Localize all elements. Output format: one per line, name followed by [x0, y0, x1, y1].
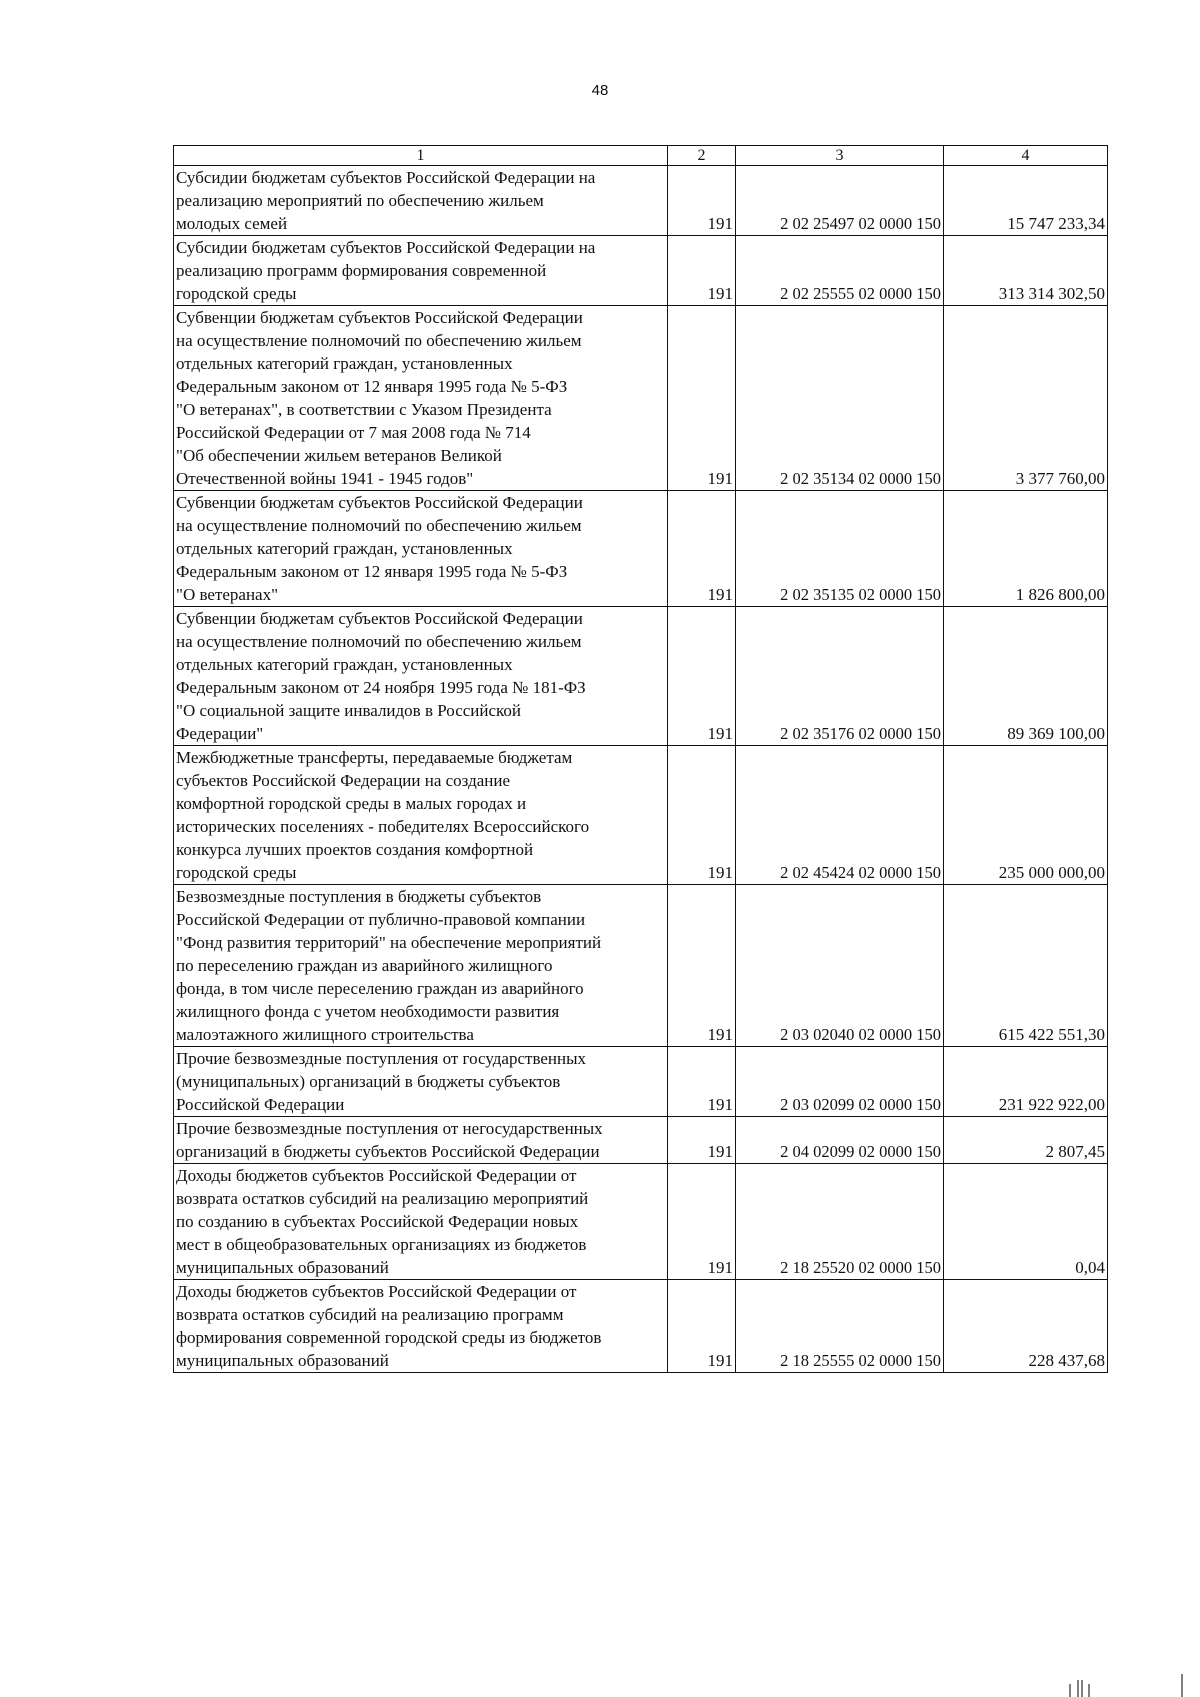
description-line: Российской Федерации: [176, 1095, 345, 1114]
row-description: [174, 1047, 668, 1117]
row-amount: 615 422 551,30: [944, 885, 1108, 1047]
description-line: муниципальных образований: [176, 1351, 389, 1370]
column-header-4: 4: [944, 146, 1108, 166]
row-description: [174, 1280, 668, 1373]
description-line: по переселению граждан из аварийного жилищного: [176, 956, 553, 975]
row-admin-code: 191: [668, 1280, 736, 1373]
description-line: формирования современной городской среды из бюджетов: [176, 1328, 602, 1347]
row-description: [174, 236, 668, 306]
row-admin-code: 191: [668, 236, 736, 306]
row-amount: 89 369 100,00: [944, 607, 1108, 746]
description-line: Межбюджетные трансферты, передаваемые бюджетам: [176, 748, 573, 767]
row-amount: 2 807,45: [944, 1117, 1108, 1164]
description-line: Доходы бюджетов субъектов Российской Федерации от: [176, 1166, 577, 1185]
table-row: [174, 491, 1108, 607]
description-line: мест в общеобразовательных организациях из бюджетов: [176, 1235, 587, 1254]
row-description: [174, 1164, 668, 1280]
page-number: 48: [591, 82, 609, 99]
description-line: фонда, в том числе переселению граждан из аварийного: [176, 979, 584, 998]
description-line: Федерации": [176, 724, 264, 743]
column-header-1: 1: [174, 146, 668, 166]
description-line: отдельных категорий граждан, установленных: [176, 655, 513, 674]
table-row: [174, 1047, 1108, 1117]
row-description: [174, 885, 668, 1047]
description-line: Субвенции бюджетам субъектов Российской Федерации: [176, 493, 583, 512]
table-header-row: [174, 146, 1108, 166]
description-line: на осуществление полномочий по обеспечению жильем: [176, 516, 582, 535]
row-description: [174, 306, 668, 491]
row-amount: 231 922 922,00: [944, 1047, 1108, 1117]
row-admin-code: 191: [668, 885, 736, 1047]
table-row: [174, 236, 1108, 306]
description-line: малоэтажного жилищного строительства: [176, 1025, 474, 1044]
row-budget-classification-code: 2 02 25497 02 0000 150: [736, 166, 944, 236]
row-description: [174, 607, 668, 746]
column-header-3: 3: [736, 146, 944, 166]
description-line: субъектов Российской Федерации на создание: [176, 771, 511, 790]
description-line: Доходы бюджетов субъектов Российской Федерации от: [176, 1282, 577, 1301]
row-description: [174, 746, 668, 885]
table-row: [174, 1164, 1108, 1280]
row-admin-code: 191: [668, 607, 736, 746]
description-line: Прочие безвозмездные поступления от негосударственных: [176, 1119, 603, 1138]
description-line: молодых семей: [176, 214, 288, 233]
table-row: [174, 1117, 1108, 1164]
table-body: [174, 166, 1108, 1373]
table-row: [174, 1280, 1108, 1373]
table-row: [174, 306, 1108, 491]
description-line: городской среды: [176, 284, 297, 303]
description-line: Субсидии бюджетам субъектов Российской Федерации на: [176, 168, 596, 187]
description-line: Субвенции бюджетам субъектов Российской Федерации: [176, 609, 583, 628]
description-line: жилищного фонда с учетом необходимости развития: [176, 1002, 560, 1021]
description-line: реализацию программ формирования современной: [176, 261, 547, 280]
description-line: Безвозмездные поступления в бюджеты субъектов: [176, 887, 542, 906]
row-amount: 0,04: [944, 1164, 1108, 1280]
description-line: Российской Федерации от публично-правовой компании: [176, 910, 586, 929]
description-line: Федеральным законом от 12 января 1995 года № 5-ФЗ: [176, 377, 568, 396]
row-budget-classification-code: 2 02 45424 02 0000 150: [736, 746, 944, 885]
table-row: [174, 607, 1108, 746]
description-line: организаций в бюджеты субъектов Российской Федерации: [176, 1142, 600, 1161]
row-admin-code: 191: [668, 1164, 736, 1280]
row-budget-classification-code: 2 02 25555 02 0000 150: [736, 236, 944, 306]
description-line: Субсидии бюджетам субъектов Российской Федерации на: [176, 238, 596, 257]
description-line: муниципальных образований: [176, 1258, 389, 1277]
description-line: "О ветеранах", в соответствии с Указом Президента: [176, 400, 552, 419]
row-budget-classification-code: 2 18 25555 02 0000 150: [736, 1280, 944, 1373]
row-budget-classification-code: 2 18 25520 02 0000 150: [736, 1164, 944, 1280]
description-line: Российской Федерации от 7 мая 2008 года № 714: [176, 423, 531, 442]
description-line: Федеральным законом от 24 ноября 1995 года № 181-ФЗ: [176, 678, 586, 697]
table-row: [174, 166, 1108, 236]
description-line: на осуществление полномочий по обеспечению жильем: [176, 632, 582, 651]
row-description: [174, 491, 668, 607]
table-row: [174, 885, 1108, 1047]
row-amount: 313 314 302,50: [944, 236, 1108, 306]
row-description: [174, 1117, 668, 1164]
description-line: Прочие безвозмездные поступления от государственных: [176, 1049, 587, 1068]
description-line: "Об обеспечении жильем ветеранов Великой: [176, 446, 502, 465]
description-line: на осуществление полномочий по обеспечению жильем: [176, 331, 582, 350]
row-budget-classification-code: 2 02 35176 02 0000 150: [736, 607, 944, 746]
description-line: Федеральным законом от 12 января 1995 года № 5-ФЗ: [176, 562, 568, 581]
row-amount: 15 747 233,34: [944, 166, 1108, 236]
column-header-2: 2: [668, 146, 736, 166]
row-description: [174, 166, 668, 236]
row-budget-classification-code: 2 03 02099 02 0000 150: [736, 1047, 944, 1117]
row-budget-classification-code: 2 02 35135 02 0000 150: [736, 491, 944, 607]
description-line: городской среды: [176, 863, 297, 882]
row-amount: 235 000 000,00: [944, 746, 1108, 885]
row-admin-code: 191: [668, 306, 736, 491]
description-line: отдельных категорий граждан, установленных: [176, 539, 513, 558]
row-admin-code: 191: [668, 1047, 736, 1117]
description-line: по созданию в субъектах Российской Федерации новых: [176, 1212, 579, 1231]
scan-artifact-marks: [1060, 1672, 1200, 1697]
description-line: "Фонд развития территорий" на обеспечение мероприятий: [176, 933, 602, 952]
row-admin-code: 191: [668, 491, 736, 607]
row-admin-code: 191: [668, 746, 736, 885]
description-line: возврата остатков субсидий на реализацию программ: [176, 1305, 564, 1324]
description-line: исторических поселениях - победителях Всероссийского: [176, 817, 590, 836]
description-line: комфортной городской среды в малых городах и: [176, 794, 527, 813]
row-amount: 228 437,68: [944, 1280, 1108, 1373]
row-admin-code: 191: [668, 166, 736, 236]
row-budget-classification-code: 2 03 02040 02 0000 150: [736, 885, 944, 1047]
description-line: возврата остатков субсидий на реализацию мероприятий: [176, 1189, 589, 1208]
description-line: "О ветеранах": [176, 585, 279, 604]
description-line: "О социальной защите инвалидов в Российской: [176, 701, 522, 720]
table-row: [174, 746, 1108, 885]
row-amount: 3 377 760,00: [944, 306, 1108, 491]
row-admin-code: 191: [668, 1117, 736, 1164]
description-line: Субвенции бюджетам субъектов Российской Федерации: [176, 308, 583, 327]
budget-revenue-table: [173, 145, 1108, 1373]
description-line: Отечественной войны 1941 - 1945 годов": [176, 469, 474, 488]
description-line: конкурса лучших проектов создания комфортной: [176, 840, 534, 859]
description-line: реализацию мероприятий по обеспечению жильем: [176, 191, 544, 210]
row-budget-classification-code: 2 02 35134 02 0000 150: [736, 306, 944, 491]
row-amount: 1 826 800,00: [944, 491, 1108, 607]
description-line: (муниципальных) организаций в бюджеты субъектов: [176, 1072, 561, 1091]
description-line: отдельных категорий граждан, установленных: [176, 354, 513, 373]
row-budget-classification-code: 2 04 02099 02 0000 150: [736, 1117, 944, 1164]
